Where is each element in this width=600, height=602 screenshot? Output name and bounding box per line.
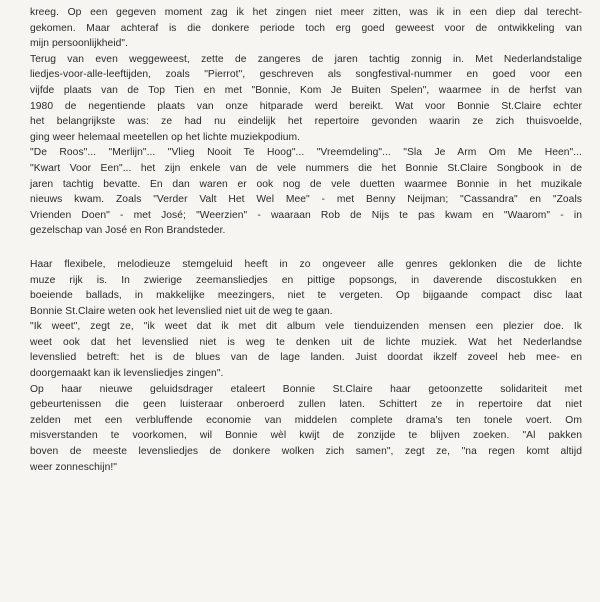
text-line: jaren tachtig bevatte. En dan waren er ook nog de vele duetten waarmee Bonnie in het muzikale	[30, 178, 582, 190]
text-line: liedjes-voor-alle-leeftijden, zoals "Pierrot", geschreven als songfestival-nummer en goed voor een	[30, 69, 582, 81]
text-line: gezelschap van José en Ron Brandsteder.	[30, 225, 226, 237]
text-line: Haar flexibele, melodieuze stemgeluid heeft in zo ongeveer alle genres geklonken die de lichte	[30, 258, 582, 270]
text-line: misverstanden te voorkomen, wil Bonnie wèl kwijt de zonzijde te blijven zoeken. "Al pakken	[30, 430, 582, 442]
text-line: gekomen. Maar achteraf is die donkere periode toch erg goed geweest voor de ontwikkeling van	[30, 22, 582, 34]
paragraph	[30, 319, 582, 381]
paragraph	[30, 382, 582, 476]
text-line: ging weer helemaal meetellen op het lichte muziekpodium.	[30, 131, 301, 143]
text-line: gebeurtenissen die geen luisteraar onberoerd zullen laten. Schittert ze in repertoire dat niet	[30, 399, 582, 411]
text-line: mijn persoonlijkheid".	[30, 38, 129, 50]
paragraph	[30, 5, 582, 52]
text-line: doorgemaakt kan ik levensliedjes zingen".	[30, 368, 224, 380]
text-line: weet ook dat het levenslied niet is weg te denken uit de lichte muziek. Wat het Nederlandse	[30, 336, 582, 348]
text-line: boven de meeste levensliedjes de donkere wolken zich samen", zegt ze, "na regen komt altijd	[30, 446, 582, 458]
text-line: "De Roos"... "Merlijn"... "Vlieg Nooit Te Hoog"... "Vreemdeling"... "Sla Je Arm Om Me Heen"...	[30, 147, 582, 159]
text-line: 1980 de negentiende plaats van onze hitparade werd bereikt. Wat voor Bonnie St.Claire echter	[30, 100, 582, 112]
text-line: boeiende ballads, in makkelijke meezingers, niet te vergeten. Op bijgaande compact disc laat	[30, 290, 582, 302]
text-line: nieuws kwam. Zoals "Verder Valt Het Wel Mee" - met Benny Neijman; "Cassandra" en "Zoals	[30, 194, 582, 206]
text-line: kreeg. Op een gegeven moment zag ik het zingen niet meer zitten, was ik in een diep dal terecht-	[30, 7, 582, 18]
text-line: Bonnie St.Claire weten ook het levenslied niet uit de weg te gaan.	[30, 305, 333, 317]
text-line: "Ik weet", zegt ze, "ik weet dat ik met dit album vele tienduizenden mensen een plezier doe. Ik	[30, 321, 582, 333]
text-line: het belangrijkste was: ze had nu eindelijk het repertoire gevonden waarin ze zich thuisvoelde,	[30, 116, 582, 128]
text-line: zelden met een verbluffende economie van middelen complete drama's ten tonele voert. Om	[30, 414, 582, 426]
text-line: weer zonneschijn!"	[30, 461, 117, 473]
body-text	[30, 0, 582, 475]
paragraph	[30, 52, 582, 146]
text-line: Op haar nieuwe geluidsdrager etaleert Bonnie St.Claire haar getoonzette solidariteit met	[30, 383, 582, 395]
text-line: levenslied betreft: het is de blues van de lage landen. Juist doordat ikzelf zoveel heb mee- en	[30, 352, 582, 364]
text-line: "Kwart Voor Een"... het zijn enkele van de vele nummers die het Bonnie St.Claire Songbook in de	[30, 162, 582, 174]
text-line: muze rijk is. In zwierige zeemansliedjes en pittige popsongs, in daverende discostukken en	[30, 274, 582, 286]
paragraph	[30, 257, 582, 319]
text-line: Terug van even weggeweest, zette de zangeres de jaren tachtig zonnig in. Met Nederlandstalige	[30, 53, 582, 65]
text-line: Vrienden Doen" - met José; "Weerzien" - waaraan Rob de Nijs te pas kwam en "Waarom" - in	[30, 209, 582, 221]
text-line: vijfde plaats van de Top Tien en met "Bonnie, Kom Je Buiten Spelen", waarmee in de herfst van	[30, 84, 582, 96]
paragraph-gap	[30, 239, 582, 257]
paragraph	[30, 145, 582, 239]
